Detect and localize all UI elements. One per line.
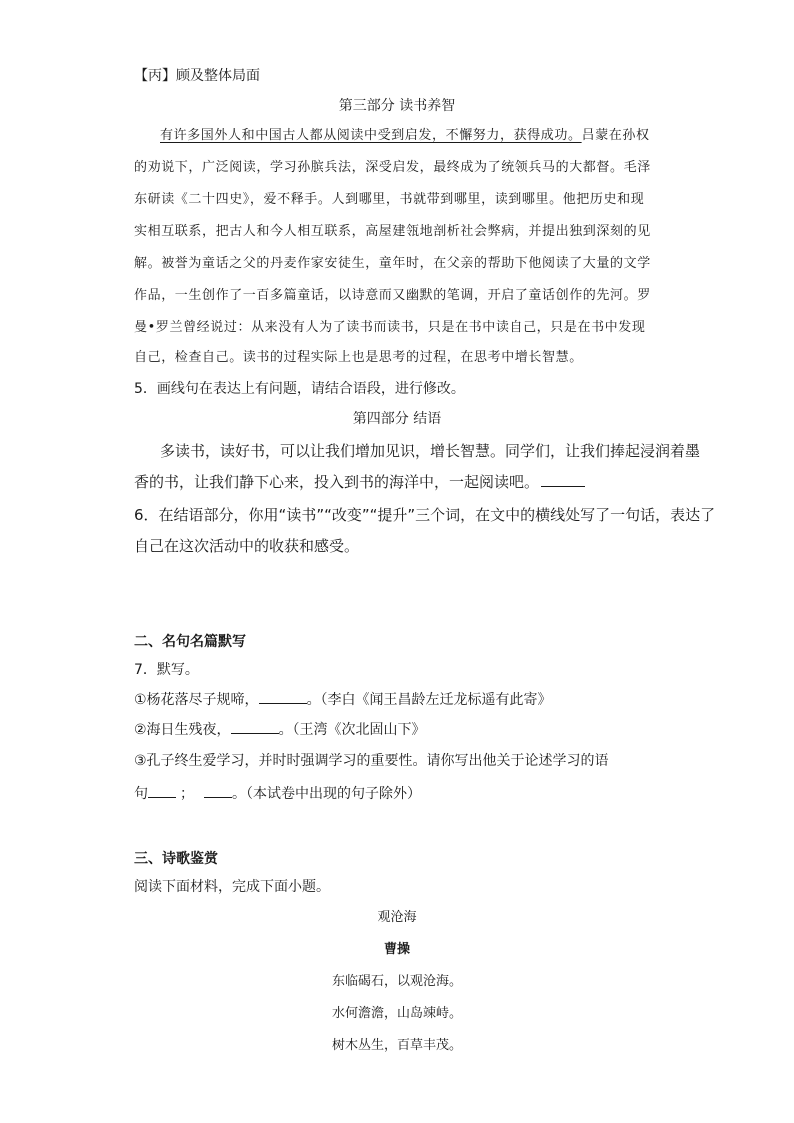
recitation-item-1: ①杨花落尽子规啼， 。（李白《闻王昌龄左迁龙标遥有此寄》: [134, 689, 552, 710]
answer-blank[interactable]: [148, 783, 176, 798]
poem-author: 曹操: [383, 942, 410, 957]
paragraph-line: 的劝说下，广泛阅读，学习孙膑兵法，深受启发，最终成为了统领兵马的大都督。毛泽: [134, 160, 651, 175]
part2-heading: 二、名句名篇默写: [134, 634, 246, 650]
poem-title: 观沧海: [377, 910, 417, 925]
recitation-item-3-line-2: 句 ； 。（本试卷中出现的句子除外）: [134, 783, 421, 804]
answer-blank[interactable]: [259, 689, 307, 704]
poem-line: 东临碣石，以观沧海。: [331, 974, 462, 989]
paragraph-line: 东研读《二十四史》，爱不释手。人到哪里，书就带到哪里，读到哪里。他把历史和现: [134, 192, 645, 207]
question-7: 7．默写。: [134, 662, 199, 678]
poem-line: 水何澹澹，山岛竦峙。: [331, 1006, 462, 1021]
paragraph-line: 曼•罗兰曾经说过：从来没有人为了读书而读书，只是在书中读自己，只是在书中发现: [134, 320, 646, 335]
question-6-line-2: 自己在这次活动中的收获和感受。: [134, 537, 360, 555]
conclusion-line-2: 香的书，让我们静下心来，投入到书的海洋中，一起阅读吧。: [134, 472, 585, 492]
answer-blank[interactable]: [231, 719, 279, 734]
conclusion-line-1: 多读书，读好书，可以让我们增加见识，增长智慧。同学们，让我们捧起浸润着墨: [160, 442, 701, 460]
underlined-sentence: 有许多国外人和中国古人都从阅读中受到启发，不懈努力，获得成功。: [160, 128, 582, 143]
paragraph-line: 解。被誉为童话之父的丹麦作家安徒生，童年时，在父亲的帮助下他阅读了大量的文学: [134, 256, 651, 271]
part-heading: 【丙】顾及整体局面: [134, 68, 260, 84]
paragraph-line: 有许多国外人和中国古人都从阅读中受到启发，不懈努力，获得成功。吕蒙在孙权: [160, 128, 650, 143]
answer-blank[interactable]: [541, 472, 585, 487]
paragraph-line: 自己，检查自己。读书的过程实际上也是思考的过程，在思考中增长智慧。: [134, 350, 583, 365]
poem-line: 树木丛生，百草丰茂。: [331, 1038, 462, 1053]
section4-title: 第四部分 结语: [352, 411, 442, 427]
recitation-item-2: ②海日生残夜， 。（王湾《次北固山下》: [134, 719, 426, 740]
recitation-item-3-line-1: ③孔子终生爱学习，并时时强调学习的重要性。请你写出他关于论述学习的语: [134, 753, 609, 769]
paragraph-line: 作品，一生创作了一百多篇童话，以诗意而又幽默的笔调，开启了童话创作的先河。罗: [134, 288, 651, 303]
question-5: 5．画线句在表达上有问题，请结合语段，进行修改。: [134, 381, 465, 397]
question-6-line-1: 6．在结语部分，你用“读书”“改变”“提升”三个词，在文中的横线处写了一句话，表达了: [134, 506, 716, 524]
answer-blank[interactable]: [204, 783, 232, 798]
paragraph-line: 实相互联系，把古人和今人相互联系，高屋建瓴地剖析社会弊病，并提出独到深刻的见: [134, 224, 651, 239]
part3-heading: 三、诗歌鉴赏: [134, 851, 218, 867]
section3-title: 第三部分 读书养智: [338, 98, 456, 114]
part3-instruction: 阅读下面材料，完成下面小题。: [134, 879, 330, 895]
